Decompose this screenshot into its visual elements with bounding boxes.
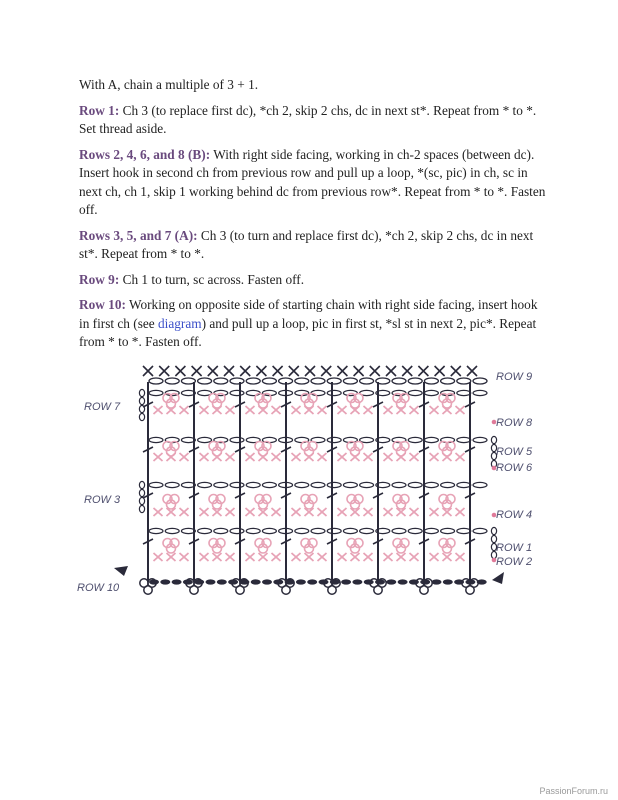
chain-stitch-symbol <box>311 482 325 487</box>
row-label-row7: ROW 7 <box>84 401 121 413</box>
sc-stitch-symbol <box>226 453 235 461</box>
sc-stitch-symbol <box>384 508 393 516</box>
sc-stitch-symbol <box>224 366 234 376</box>
chain-stitch-symbol <box>327 528 341 533</box>
chain-stitch-symbol <box>392 482 406 487</box>
chain-stitch-symbol <box>392 378 406 384</box>
row-label: Row 9: <box>79 271 120 287</box>
chain-stitch-symbol <box>139 389 144 396</box>
chain-stitch-symbol <box>149 528 163 533</box>
chain-stitch-symbol <box>246 378 260 384</box>
slip-stitch-symbol <box>307 579 317 584</box>
picot-symbol <box>328 586 336 594</box>
picot-symbol <box>144 586 152 594</box>
chain-stitch-symbol <box>424 528 438 533</box>
sc-stitch-symbol <box>273 366 283 376</box>
sc-stitch-symbol <box>289 366 299 376</box>
chain-stitch-symbol <box>473 378 487 384</box>
chain-stitch-symbol <box>230 482 244 487</box>
slip-stitch-symbol <box>206 579 216 584</box>
sc-stitch-symbol <box>143 366 153 376</box>
sc-stitch-symbol <box>154 406 163 414</box>
sc-stitch-symbol <box>443 453 452 461</box>
chain-stitch-symbol <box>262 378 276 384</box>
chain-stitch-symbol <box>139 481 144 488</box>
sc-stitch-symbol <box>226 553 235 561</box>
chain-stitch-symbol <box>149 437 163 442</box>
sc-stitch-symbol <box>318 453 327 461</box>
sc-stitch-symbol <box>467 366 477 376</box>
picot-symbol <box>190 586 198 594</box>
chain-stitch-symbol <box>246 528 260 533</box>
chain-stitch-symbol <box>246 482 260 487</box>
chain-stitch-symbol <box>457 437 471 442</box>
chain-stitch-symbol <box>491 551 496 558</box>
chain-stitch-symbol <box>473 437 487 442</box>
right-row-labels <box>496 371 533 568</box>
sc-stitch-symbol <box>384 453 393 461</box>
chain-stitch-symbol <box>327 378 341 384</box>
row-label: Row 10: <box>79 297 126 312</box>
chain-stitch-symbol <box>343 482 357 487</box>
chain-stitch-symbol <box>262 528 276 533</box>
chain-stitch-symbol <box>149 378 163 384</box>
chain-stitch-symbol <box>408 378 422 384</box>
sc-stitch-symbol <box>386 366 396 376</box>
sc-stitch-symbol <box>318 406 327 414</box>
sc-stitch-symbol <box>175 366 185 376</box>
picot-symbol <box>374 586 382 594</box>
chain-stitch-symbol <box>214 482 228 487</box>
row-label: Rows 3, 5, and 7 (A): <box>79 227 198 243</box>
sc-stitch-symbol <box>272 406 281 414</box>
picot-symbol <box>466 586 474 594</box>
sc-stitch-symbol <box>338 553 347 561</box>
crochet-diagram <box>72 360 552 610</box>
sc-stitch-symbol <box>246 406 255 414</box>
sc-stitch-symbol <box>351 553 360 561</box>
sc-stitch-symbol <box>305 366 315 376</box>
chain-stitch-symbol <box>491 436 496 443</box>
sc-stitch-symbol <box>456 453 465 461</box>
sc-stitch-symbol <box>456 553 465 561</box>
row-end-dot <box>492 513 497 518</box>
sc-stitch-symbol <box>200 508 209 516</box>
sc-stitch-symbol <box>456 508 465 516</box>
sc-stitch-symbol <box>200 453 209 461</box>
row-text: Ch 1 to turn, sc across. Fasten off. <box>119 271 305 287</box>
chain-stitch-symbol <box>343 378 357 384</box>
chain-stitch-symbol <box>295 528 309 533</box>
sc-stitch-symbol <box>200 406 209 414</box>
sc-stitch-symbol <box>410 406 419 414</box>
sc-stitch-symbol <box>246 453 255 461</box>
sc-stitch-symbol <box>208 366 218 376</box>
sc-stitch-symbol <box>259 453 268 461</box>
row-text: Ch 3 (to turn and replace first dc), *ch 2, skip 2 chs, dc in next st*. Repeat from * to *. <box>79 227 534 261</box>
sc-stitch-symbol <box>256 366 266 376</box>
sc-stitch-symbol <box>364 406 373 414</box>
sc-stitch-symbol <box>456 406 465 414</box>
chain-stitch-symbol <box>408 482 422 487</box>
rows-3-5-7-instruction <box>79 227 549 264</box>
slip-stitch-symbol <box>386 579 396 584</box>
sc-stitch-symbol <box>226 508 235 516</box>
chain-stitch-symbol <box>198 437 212 442</box>
chain-stitch-symbol <box>149 390 163 395</box>
chain-stitch-symbol <box>360 528 374 533</box>
sc-stitch-symbol <box>246 508 255 516</box>
start-arrow-icon <box>114 566 128 576</box>
row-label-row6: ROW 6 <box>496 462 533 474</box>
row-end-dot <box>492 466 497 471</box>
chain-stitch-symbol <box>424 482 438 487</box>
row-label-row4: ROW 4 <box>496 509 533 521</box>
sc-stitch-symbol <box>384 406 393 414</box>
sc-stitch-symbol <box>337 366 347 376</box>
diagram-link[interactable]: diagram <box>158 315 202 331</box>
sc-stitch-symbol <box>351 453 360 461</box>
slip-stitch-symbol <box>352 579 362 584</box>
chain-stitch-symbol <box>408 390 422 395</box>
picot-symbol <box>282 586 290 594</box>
chain-stitch-symbol <box>311 528 325 533</box>
chain-stitch-symbol <box>139 497 144 504</box>
sc-stitch-symbol <box>370 366 380 376</box>
sc-stitch-symbol <box>354 366 364 376</box>
sc-stitch-symbol <box>213 453 222 461</box>
sc-stitch-symbol <box>402 366 412 376</box>
chain-stitch-symbol <box>230 390 244 395</box>
chain-stitch-symbol <box>165 378 179 384</box>
slip-stitch-symbol <box>364 579 374 584</box>
row-label-row1: ROW 1 <box>496 542 533 554</box>
chain-stitch-symbol <box>457 378 471 384</box>
sc-stitch-symbol <box>292 508 301 516</box>
chain-stitch-symbol <box>441 482 455 487</box>
row-text: ) and pull up a loop, pic in first st, *sl st in next 2, pic*. Repeat from * to *. Fasten off. <box>79 315 537 349</box>
sc-stitch-symbol <box>384 553 393 561</box>
chain-stitch-symbol <box>230 528 244 533</box>
picot-symbol <box>420 586 428 594</box>
intro-text: With A, chain a multiple of 3 + 1. <box>79 77 259 92</box>
chain-stitch-symbol <box>408 437 422 442</box>
sc-stitch-symbol <box>318 508 327 516</box>
sc-stitch-symbol <box>397 453 406 461</box>
slip-stitch-symbol <box>262 579 272 584</box>
chain-stitch-symbol <box>473 528 487 533</box>
row-label: Rows 2, 4, 6, and 8 (B): <box>79 146 211 162</box>
sc-stitch-symbol <box>338 453 347 461</box>
rows-2-4-6-8-instruction <box>79 146 549 220</box>
chain-stitch-symbol <box>360 482 374 487</box>
sc-stitch-symbol <box>435 366 445 376</box>
chain-stitch-symbol <box>441 528 455 533</box>
row-text: Working on opposite side of starting chain with right side facing, insert hook in first ch (see <box>79 297 538 331</box>
chain-stitch-symbol <box>214 378 228 384</box>
chain-stitch-symbol <box>198 482 212 487</box>
sc-stitch-symbol <box>397 553 406 561</box>
chain-stitch-symbol <box>457 528 471 533</box>
slip-stitch-symbol <box>251 579 261 584</box>
slip-stitch-symbol <box>341 579 351 584</box>
row-9-instruction <box>79 271 549 290</box>
chain-stitch-symbol <box>139 397 144 404</box>
chain-stitch-symbol <box>327 390 341 395</box>
sc-stitch-symbol <box>430 453 439 461</box>
chain-stitch-symbol <box>198 528 212 533</box>
chain-stitch-symbol <box>424 437 438 442</box>
chain-stitch-symbol <box>139 413 144 420</box>
chain-stitch-symbol <box>295 378 309 384</box>
stitch-symbols <box>114 366 504 594</box>
chain-stitch-symbol <box>139 405 144 412</box>
chain-stitch-symbol <box>473 390 487 395</box>
chain-stitch-symbol <box>149 482 163 487</box>
chain-stitch-symbol <box>295 482 309 487</box>
chain-stitch-symbol <box>165 482 179 487</box>
sc-stitch-symbol <box>226 406 235 414</box>
sc-stitch-symbol <box>167 553 176 561</box>
row-text: With right side facing, working in ch-2 spaces (between dc). Insert hook in second ch from previous row and pull up a loop, *(sc, pic) in ch, sc in next ch, ch 1, skip 1 working behind dc from previous row*. Repeat from * to *. Fasten off. <box>79 146 546 217</box>
chain-stitch-symbol <box>424 378 438 384</box>
row-end-dot <box>492 420 497 425</box>
chain-stitch-symbol <box>262 482 276 487</box>
chain-stitch-symbol <box>230 437 244 442</box>
slip-stitch-symbol <box>217 579 227 584</box>
chain-stitch-symbol <box>457 390 471 395</box>
row-text: Ch 3 (to replace first dc), *ch 2, skip 2 chs, dc in next st*. Repeat from * to *. Set thread aside. <box>79 102 537 136</box>
sc-stitch-symbol <box>240 366 250 376</box>
sc-stitch-symbol <box>272 553 281 561</box>
sc-stitch-symbol <box>259 553 268 561</box>
sc-stitch-symbol <box>318 553 327 561</box>
sc-stitch-symbol <box>364 453 373 461</box>
chain-stitch-symbol <box>230 378 244 384</box>
sc-stitch-symbol <box>443 553 452 561</box>
sc-stitch-symbol <box>192 366 202 376</box>
instructions <box>79 76 549 359</box>
row-label-row8: ROW 8 <box>496 417 533 429</box>
sc-stitch-symbol <box>292 453 301 461</box>
sc-stitch-symbol <box>430 553 439 561</box>
sc-stitch-symbol <box>338 508 347 516</box>
sc-stitch-symbol <box>167 453 176 461</box>
chain-stitch-symbol <box>327 437 341 442</box>
row-1-instruction <box>79 102 549 139</box>
slip-stitch-symbol <box>443 579 453 584</box>
chain-stitch-symbol <box>327 482 341 487</box>
sc-stitch-symbol <box>410 553 419 561</box>
chain-stitch-symbol <box>311 378 325 384</box>
sc-stitch-symbol <box>180 508 189 516</box>
row-label: Row 1: <box>79 102 120 118</box>
chain-stitch-symbol <box>392 528 406 533</box>
chain-stitch-symbol <box>360 378 374 384</box>
chain-stitch-symbol <box>139 505 144 512</box>
chain-stitch-symbol <box>424 390 438 395</box>
sc-stitch-symbol <box>154 453 163 461</box>
row-label-row9: ROW 9 <box>496 371 533 383</box>
sc-stitch-symbol <box>430 406 439 414</box>
sc-stitch-symbol <box>154 553 163 561</box>
slip-stitch-symbol <box>160 579 170 584</box>
sc-stitch-symbol <box>305 453 314 461</box>
chain-stitch-symbol <box>491 527 496 534</box>
sc-stitch-symbol <box>180 553 189 561</box>
sc-stitch-symbol <box>418 366 428 376</box>
chain-stitch-symbol <box>198 378 212 384</box>
sc-stitch-symbol <box>292 553 301 561</box>
sc-stitch-symbol <box>321 366 331 376</box>
picot-symbol <box>236 586 244 594</box>
row-end-dot <box>492 558 497 563</box>
row-label-row10: ROW 10 <box>77 582 120 594</box>
chain-stitch-symbol <box>491 535 496 542</box>
slip-stitch-symbol <box>172 579 182 584</box>
watermark: PassionForum.ru <box>539 786 608 796</box>
chain-stitch-symbol <box>165 528 179 533</box>
row-label-row2: ROW 2 <box>496 556 533 568</box>
sc-stitch-symbol <box>338 406 347 414</box>
sc-stitch-symbol <box>180 406 189 414</box>
sc-stitch-symbol <box>200 553 209 561</box>
sc-stitch-symbol <box>272 508 281 516</box>
sc-stitch-symbol <box>213 553 222 561</box>
sc-stitch-symbol <box>364 553 373 561</box>
left-row-labels <box>77 401 121 594</box>
sc-stitch-symbol <box>410 453 419 461</box>
sc-stitch-symbol <box>154 508 163 516</box>
chain-stitch-symbol <box>473 482 487 487</box>
row-label-row3: ROW 3 <box>84 494 121 506</box>
row-label-row5: ROW 5 <box>496 446 533 458</box>
slip-stitch-symbol <box>398 579 408 584</box>
chain-stitch-symbol <box>139 489 144 496</box>
slip-stitch-symbol <box>432 579 442 584</box>
sc-stitch-symbol <box>451 366 461 376</box>
sc-stitch-symbol <box>410 508 419 516</box>
slip-stitch-symbol <box>296 579 306 584</box>
sc-stitch-symbol <box>159 366 169 376</box>
chain-stitch-symbol <box>457 482 471 487</box>
sc-stitch-symbol <box>246 553 255 561</box>
sc-stitch-symbol <box>305 553 314 561</box>
sc-stitch-symbol <box>292 406 301 414</box>
sc-stitch-symbol <box>364 508 373 516</box>
chain-stitch-symbol <box>408 528 422 533</box>
chain-stitch-symbol <box>343 528 357 533</box>
row-10-instruction <box>79 296 549 352</box>
start-arrow-icon <box>492 572 504 584</box>
sc-stitch-symbol <box>180 453 189 461</box>
sc-stitch-symbol <box>430 508 439 516</box>
chain-stitch-symbol <box>214 528 228 533</box>
sc-stitch-symbol <box>272 453 281 461</box>
chain-stitch-symbol <box>441 378 455 384</box>
